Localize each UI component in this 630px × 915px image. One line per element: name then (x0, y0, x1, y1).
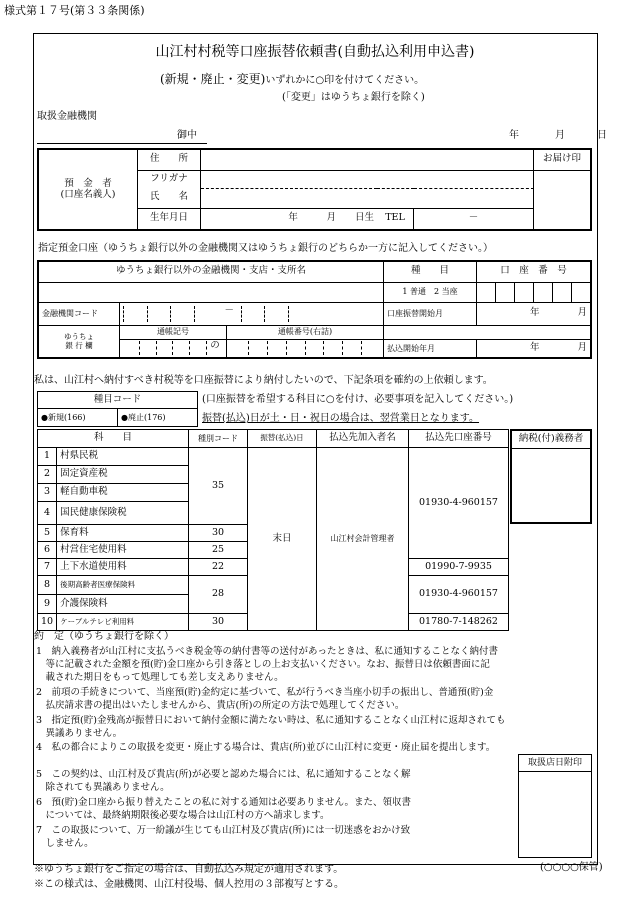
birth-label: 生年月日 (138, 208, 201, 230)
start-month-label: 口座振替開始月 (384, 302, 477, 325)
code-header: 種別コード (189, 430, 248, 448)
stamp-box-label: 取扱店日附印 (519, 755, 591, 772)
payee-name: 山江村会計管理者 (317, 448, 409, 631)
mode-options[interactable]: (新規・廃止・変更) (160, 72, 266, 86)
code-item10: 30 (189, 614, 248, 631)
form-title: 山江村村税等口座振替依頼書(自動払込利用申込書) (155, 44, 475, 60)
date-month-label: 月 (555, 130, 565, 141)
account-digit[interactable] (553, 282, 572, 302)
no-char: の (206, 341, 223, 355)
terms-line: 5 この契約は、山江村及び貴店(所)が必要と認めた場合には、私に通知することなく解 (36, 769, 411, 780)
number-header: 口 座 番 号 (477, 261, 592, 282)
bank-name-input[interactable] (38, 282, 384, 302)
terms-line: 7 この取扱について、万一紛議が生じても山江村及び貴店(所)には一切迷惑をおかけ致 (36, 825, 411, 836)
passbook-number-input[interactable] (227, 339, 384, 358)
account-digit[interactable] (515, 282, 534, 302)
account-group1: 01930-4-960157 (409, 448, 509, 559)
type-header: 種 目 (384, 261, 477, 282)
payin-start-input[interactable]: 年 月 (477, 339, 592, 358)
yucho-label: ゆうちょ 銀 行 欄 (38, 325, 120, 358)
depositor-table (37, 148, 592, 231)
type-code-header: 種目コード (38, 392, 198, 409)
item-name[interactable]: 村営住宅使用料 (57, 542, 189, 559)
account-note: 指定預金口座（ゆうちょ銀行以外の金融機関又はゆうちょ銀行のどちらか一方に記入してください。） (38, 243, 493, 254)
account-digit[interactable] (534, 282, 553, 302)
terms-line: 異議ありません。 (36, 728, 123, 739)
item-name[interactable]: 後期高齢者医療保険料 (57, 576, 189, 595)
bank-name-field[interactable] (37, 143, 207, 144)
subject-header: 科 目 (38, 430, 189, 448)
date-day-label: 日 (597, 130, 607, 141)
code-item7: 22 (189, 559, 248, 576)
bank-header: ゆうちょ銀行以外の金融機関・支店・支所名 (38, 261, 384, 282)
item-name[interactable]: 村県民税 (57, 448, 189, 466)
item-name[interactable]: ケーブルテレビ利用料 (57, 614, 189, 631)
account-item7: 01990-7-9935 (409, 559, 509, 576)
account-digit[interactable] (477, 282, 496, 302)
terms-line: については、最終納期限後必要な場合は山江村の方へ請求します。 (36, 810, 330, 821)
seal-label: お届け印 (534, 149, 592, 170)
terms-line: 除されても異議ありません。 (36, 782, 170, 793)
terms-line: 2 前項の手続きについて、当座預(貯)金約定に基づいて、私が行うべき当座小切手の振出し、普通預(貯)金 (36, 687, 494, 698)
new-code-option[interactable]: ●新規(166) (38, 409, 118, 427)
code-item6: 25 (189, 542, 248, 559)
item-name[interactable]: 軽自動車税 (57, 484, 189, 502)
mode-note: いずれかに○印を付けてください。 (265, 75, 425, 86)
address-input[interactable] (201, 149, 534, 170)
obligor-box (510, 429, 592, 524)
seal-box[interactable] (534, 170, 592, 230)
code-dash: － (224, 304, 235, 316)
account-digit[interactable] (496, 282, 515, 302)
birth-date-input[interactable]: 年 月 日生 (201, 208, 378, 230)
form-number: 様式第１７号(第３３条関係) (4, 4, 145, 17)
account-no-header: 払込先口座番号 (409, 430, 509, 448)
account-table (37, 260, 592, 359)
item-name[interactable]: 介護保険料 (57, 595, 189, 614)
code-group8: 28 (189, 576, 248, 614)
code-item5: 30 (189, 525, 248, 542)
holiday-note: 振替(払込)日が土・日・祝日の場合は、翌営業日となります。 (202, 413, 480, 424)
account-digit[interactable] (572, 282, 592, 302)
items-table: 科 目 種別コード 振替(払込)日 払込先加入者名 払込先口座番号 1 村県民税 35 末日 山江村会計管理者 01930-4-960157 2 固定資産税 3 軽自動車税 4 国民健康保険税 5 保育料 30 6 村営住宅使用料 25 7 上下水道使用料 22 01990-7-9935 8 後期高齢者医療保険料 28 01930-4-960157 9 介護保険料 10 ケーブルテレビ利用料 30 01780-7-148262 (37, 429, 509, 631)
tel-label: TEL (377, 208, 414, 230)
item-name[interactable]: 国民健康保険税 (57, 502, 189, 525)
onchu-label: 御中 (177, 130, 197, 141)
terms-line: しません。 (36, 838, 94, 849)
terms-line: 載された期日をもって処理しても差し支えありません。 (36, 672, 284, 683)
bank-code-input[interactable] (120, 302, 384, 325)
passbook-symbol-label: 通帳記号 (120, 325, 227, 339)
item-name[interactable]: 上下水道使用料 (57, 559, 189, 576)
footnote-2: ※この様式は、金融機関、山江村役場、個人控用の３部複写とする。 (34, 879, 344, 890)
request-text: 私は、山江村へ納付すべき村税等を口座振替により納付したいので、下記条項を確約の上依頼します。 (34, 375, 493, 386)
select-note: (口座振替を希望する科目に○を付け、必要事項を記入してください。) (202, 394, 514, 405)
terms-line: 3 指定預(貯)金残高が振替日において納付金額に満たない時は、私に通知することなく山江村に返却されても (36, 715, 506, 726)
payin-start-label: 払込開始年月 (384, 339, 477, 358)
bank-label: 取扱金融機関 (37, 111, 97, 122)
code-group1: 35 (189, 448, 248, 525)
item-name[interactable]: 保育料 (57, 525, 189, 542)
furigana-label: フリガナ (138, 170, 201, 188)
name-label: 氏 名 (138, 188, 201, 208)
account-item10: 01780-7-148262 (409, 614, 509, 631)
type-options[interactable]: 1 普通 2 当座 (384, 282, 477, 302)
obligor-header: 納税(付)義務者 (511, 430, 591, 448)
bank-code-label: 金融機関コード (38, 302, 120, 325)
passbook-number-label: 通帳番号(右詰) (227, 325, 384, 339)
mode-note-2: (「変更」はゆうちょ銀行を除く) (282, 92, 425, 103)
account-group8: 01930-4-960157 (409, 576, 509, 614)
transfer-date: 末日 (248, 448, 317, 631)
furigana-input[interactable] (201, 170, 534, 188)
terms-line: 1 納入義務者が山江村に支払うべき税金等の納付書等の送付があったときは、私に通知することなく納付書 (36, 646, 498, 657)
stamp-box[interactable] (518, 754, 592, 858)
terms-title: 約 定（ゆうちょ銀行を除く） (34, 631, 174, 642)
name-input[interactable] (201, 188, 534, 208)
passbook-symbol-input[interactable] (120, 339, 227, 358)
terms-line: 4 私の都合によりこの取扱を変更・廃止する場合は、貴店(所)並びに山江村に変更・廃止届を提出します。 (36, 742, 496, 753)
type-code-box (37, 391, 198, 427)
date-header: 振替(払込)日 (248, 430, 317, 448)
obligor-input[interactable] (511, 448, 591, 523)
tel-input[interactable]: － (414, 208, 534, 230)
storage-note: (○○○○保管) (540, 862, 603, 873)
terms-line: 払戻請求書の提出はいたしませんから、貴店(所)の所定の方法で処理してください。 (36, 700, 405, 711)
terms-line: 6 預(貯)金口座から振り替えたことの私に対する通知は必要ありません。また、領収書 (36, 797, 412, 808)
item-name[interactable]: 固定資産税 (57, 466, 189, 484)
terms-line: 等に記載された金額を預(貯)金口座から引き落としの上お支払いください。なお、振替日は依頼書面に記 (36, 659, 490, 670)
cancel-code-option[interactable]: ●廃止(176) (118, 409, 198, 427)
footnote-1: ※ゆうちょ銀行をご指定の場合は、自動払込み規定が適用されます。 (34, 864, 344, 875)
start-month-input[interactable]: 年 月 (477, 302, 592, 325)
address-label: 住 所 (138, 149, 201, 170)
depositor-label: 預 金 者 (口座名義人) (38, 149, 138, 230)
payee-header: 払込先加入者名 (317, 430, 409, 448)
date-year-label: 年 (509, 130, 519, 141)
